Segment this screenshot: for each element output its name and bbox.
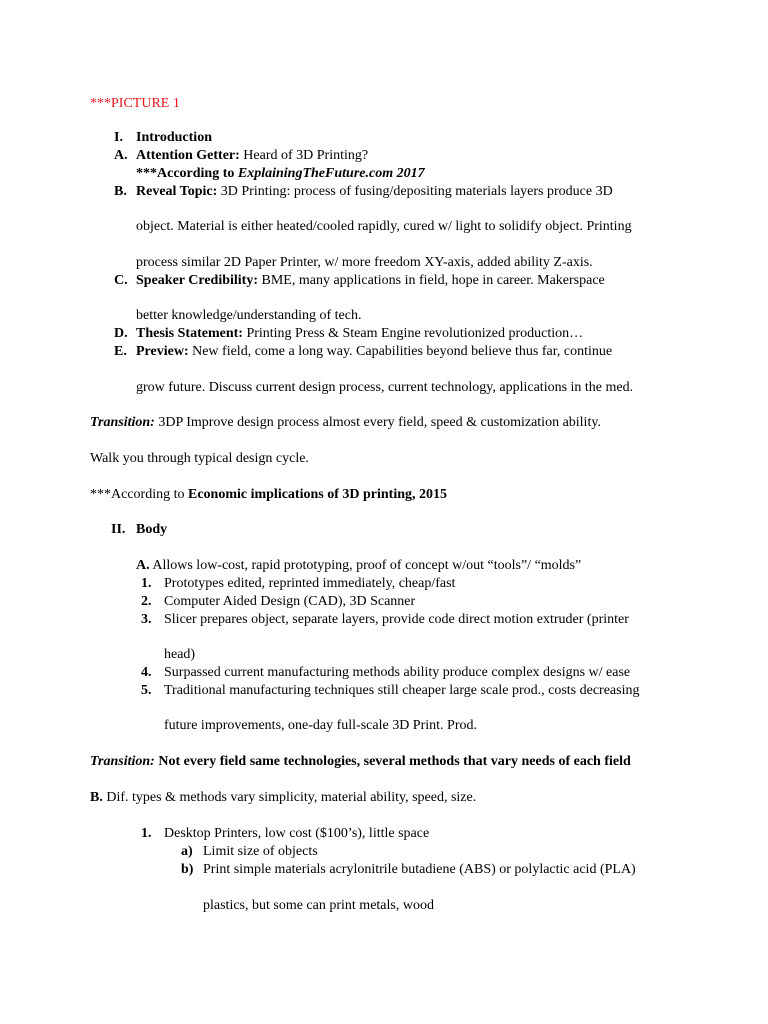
intro-b-label: B. <box>114 184 127 199</box>
speaker-credibility: Speaker Credibility: BME, many applications in field, hope in career. Makerspace <box>136 273 605 288</box>
body-item-2-num: 2. <box>141 594 152 609</box>
reveal-topic-cont2: process similar 2D Paper Printer, w/ more freedom XY-axis, added ability Z-axis. <box>136 255 593 270</box>
transition-1: Transition: 3DP Improve design process almost every field, speed & customization ability. <box>90 415 601 430</box>
section-numeral-intro: I. <box>114 130 123 145</box>
citation-explaining-the-future: ***According to ExplainingTheFuture.com 2017 <box>136 166 425 181</box>
thesis-statement: Thesis Statement: Printing Press & Steam Engine revolutionized production… <box>136 326 584 341</box>
section-title-body: Body <box>136 522 168 537</box>
body-item-4-num: 4. <box>141 665 152 680</box>
body-item-1-num: 1. <box>141 576 152 591</box>
attention-getter: Attention Getter: Heard of 3D Printing? <box>136 148 369 163</box>
body-item-2: Computer Aided Design (CAD), 3D Scanner <box>164 594 416 609</box>
sub-item-a-letter: a) <box>181 844 193 859</box>
speaker-credibility-cont1: better knowledge/understanding of tech. <box>136 308 362 323</box>
sub-item-b-letter: b) <box>181 862 194 877</box>
intro-d-label: D. <box>114 326 128 341</box>
section-numeral-body: II. <box>111 522 126 537</box>
sub-item-b: Print simple materials acrylonitrile butadiene (ABS) or polylactic acid (PLA) <box>203 862 636 877</box>
reveal-topic-cont1: object. Material is either heated/cooled rapidly, cured w/ light to solidify object. Printing <box>136 219 632 234</box>
intro-c-label: C. <box>114 273 128 288</box>
section-title-intro: Introduction <box>136 130 212 145</box>
body-item-5-num: 5. <box>141 683 152 698</box>
picture-label: ***PICTURE 1 <box>90 96 180 111</box>
reveal-topic: Reveal Topic: 3D Printing: process of fusing/depositing materials layers produce 3D <box>136 184 613 199</box>
section-b-item-1-num: 1. <box>141 826 152 841</box>
body-item-5-cont: future improvements, one-day full-scale 3D Print. Prod. <box>164 718 477 733</box>
body-item-1: Prototypes edited, reprinted immediately, cheap/fast <box>164 576 456 591</box>
body-item-3: Slicer prepares object, separate layers, provide code direct motion extruder (printer <box>164 612 629 627</box>
intro-e-label: E. <box>114 344 127 359</box>
body-item-3-num: 3. <box>141 612 152 627</box>
transition-1-cont: Walk you through typical design cycle. <box>90 451 309 466</box>
section-b-item-1: Desktop Printers, low cost ($100’s), little space <box>164 826 430 841</box>
citation-economic-implications: ***According to Economic implications of 3D printing, 2015 <box>90 487 447 502</box>
preview: Preview: New field, come a long way. Capabilities beyond believe thus far, continue <box>136 344 613 359</box>
body-item-5: Traditional manufacturing techniques still cheaper large scale prod., costs decreasing <box>164 683 640 698</box>
preview-cont1: grow future. Discuss current design process, current technology, applications in the med. <box>136 380 634 395</box>
body-item-4: Surpassed current manufacturing methods ability produce complex designs w/ ease <box>164 665 631 680</box>
body-item-3-cont: head) <box>164 647 196 662</box>
transition-2: Transition: Not every field same technologies, several methods that vary needs of each field <box>90 754 631 769</box>
body-point-a: A. Allows low-cost, rapid prototyping, proof of concept w/out “tools”/ “molds” <box>136 558 582 573</box>
sub-item-b-cont: plastics, but some can print metals, wood <box>203 898 434 913</box>
sub-item-a: Limit size of objects <box>203 844 318 859</box>
intro-a-label: A. <box>114 148 128 163</box>
section-b: B. Dif. types & methods vary simplicity, material ability, speed, size. <box>90 790 477 805</box>
